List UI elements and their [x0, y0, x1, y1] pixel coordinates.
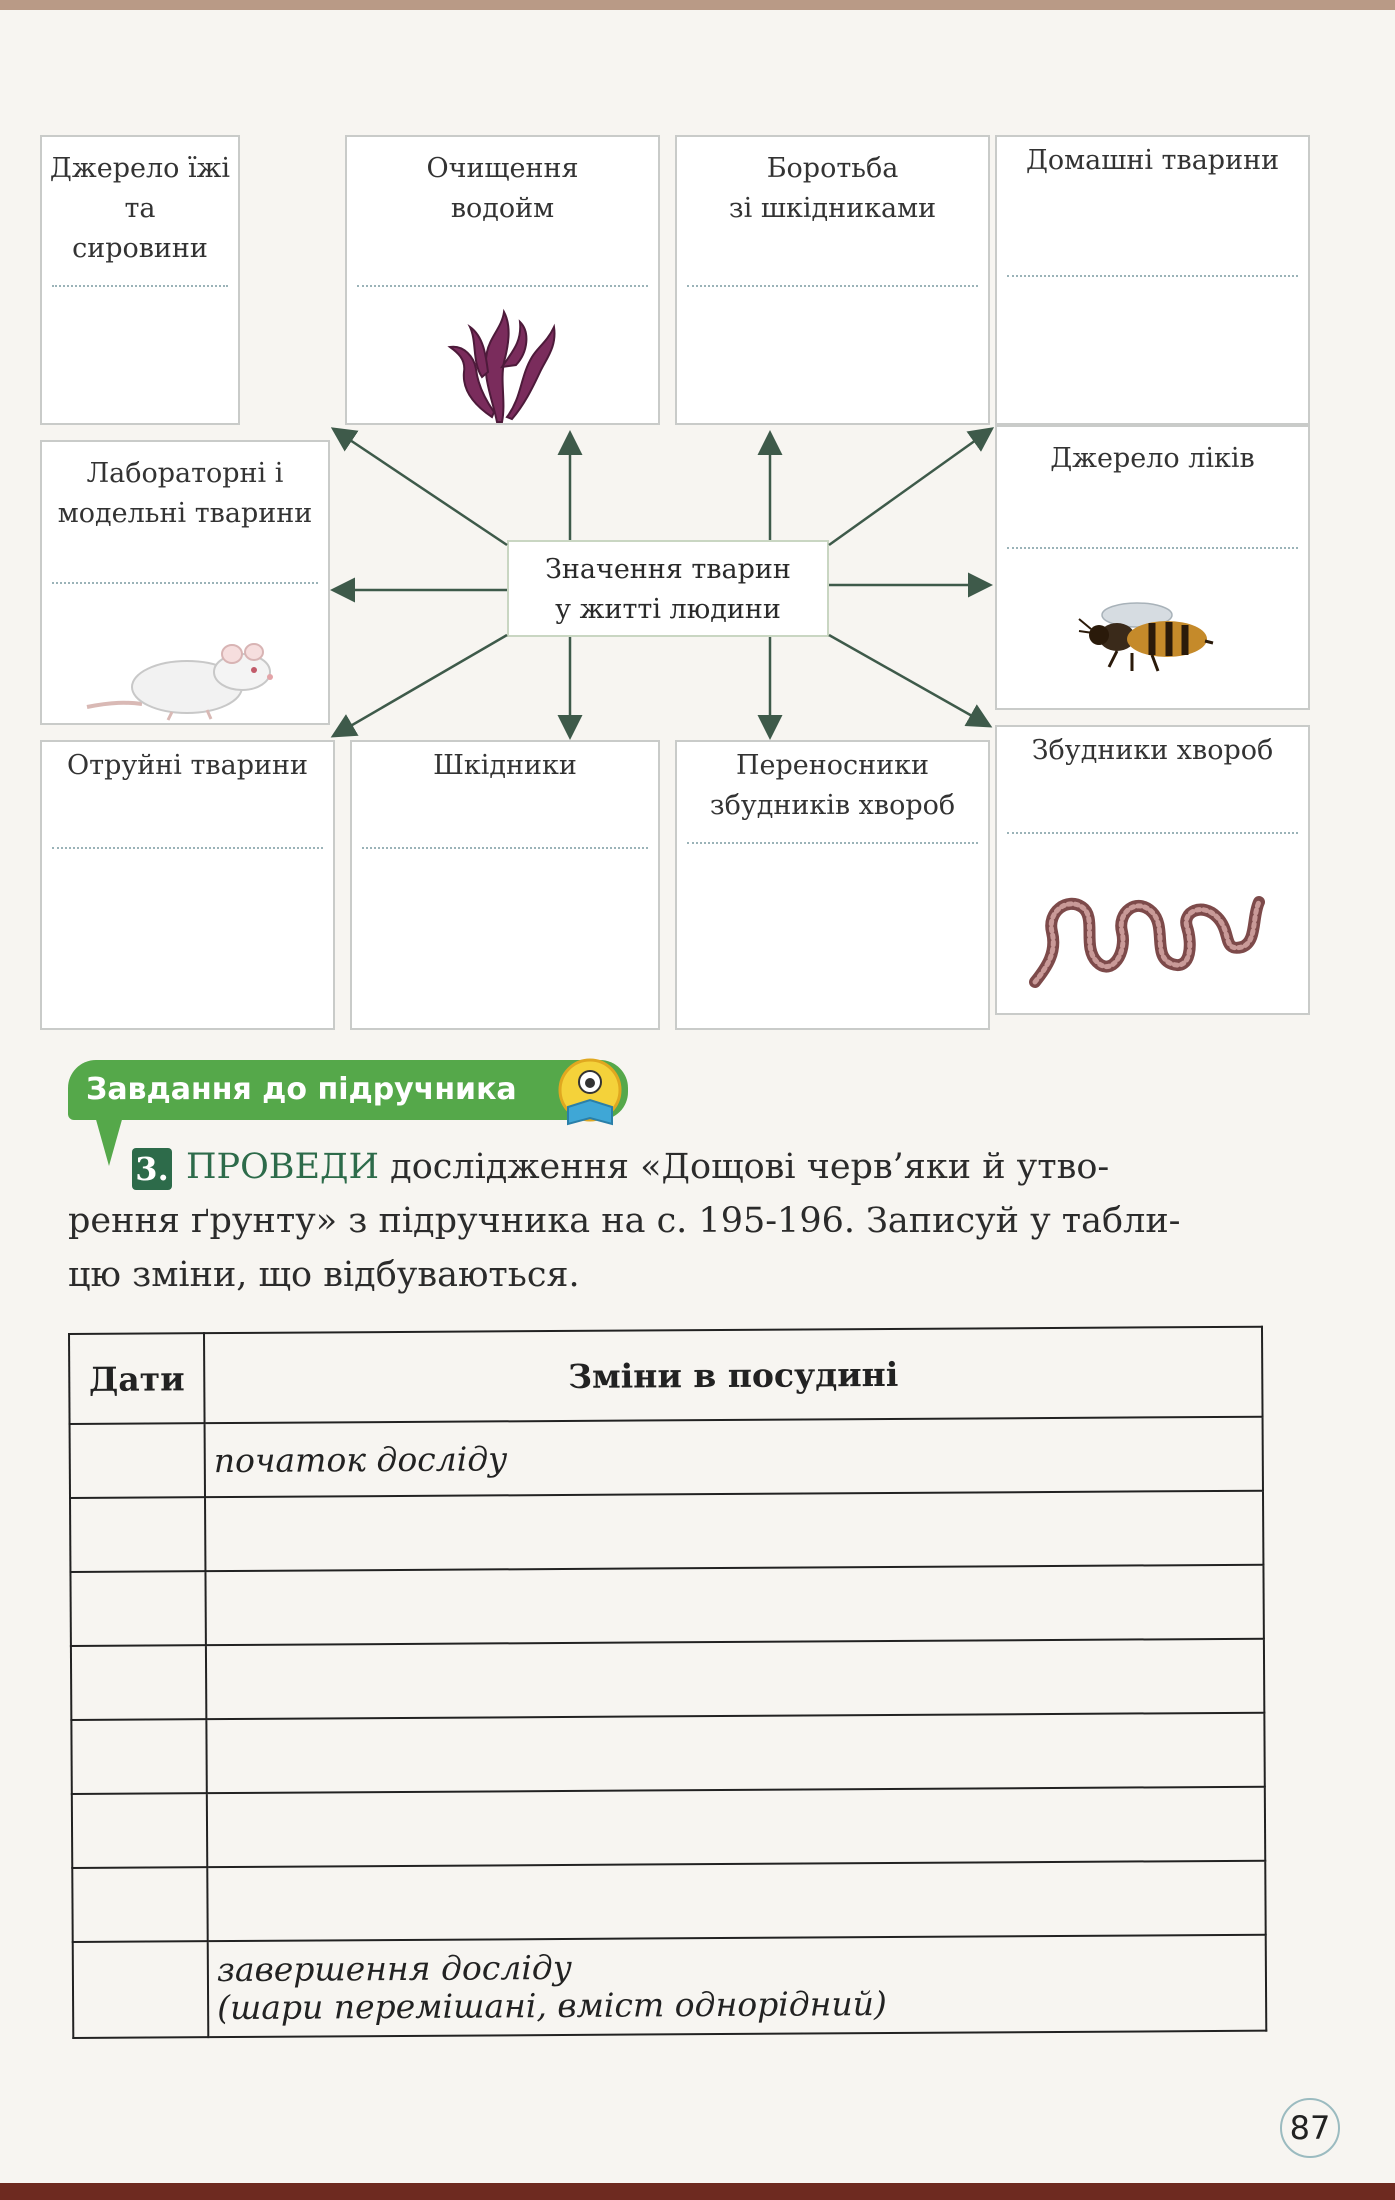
change-cell[interactable] — [206, 1713, 1264, 1793]
date-cell[interactable] — [71, 1645, 206, 1720]
worm-image — [1027, 872, 1267, 992]
scheme-box-pests — [350, 740, 660, 1030]
scheme-box-pest-control — [675, 135, 990, 425]
scheme-box-disease-carriers — [675, 740, 990, 1030]
answer-line[interactable] — [357, 285, 648, 287]
table-header-row — [69, 1327, 1263, 1424]
box-title-line: Переносники — [735, 750, 930, 781]
table-row — [72, 1787, 1265, 1868]
change-cell[interactable] — [208, 1935, 1267, 2037]
page-top-edge — [0, 0, 1395, 10]
header-dates: Дати — [69, 1333, 205, 1424]
answer-line[interactable] — [1007, 832, 1298, 834]
date-cell[interactable] — [72, 1793, 207, 1868]
answer-line[interactable] — [52, 847, 323, 849]
mouse-image — [82, 632, 292, 722]
task-verb: ПРОВЕДИ — [186, 1147, 380, 1187]
reading-mascot-icon — [550, 1052, 630, 1132]
table-row — [73, 1935, 1267, 2038]
change-cell[interactable] — [206, 1639, 1264, 1719]
center-title-line: у житті людини — [555, 594, 781, 625]
banner-label: Завдання до підручника — [86, 1072, 517, 1107]
box-title-line: Збудники хвороб — [1031, 735, 1274, 766]
box-title-line: Джерело ліків — [1050, 443, 1255, 474]
answer-line[interactable] — [52, 582, 318, 584]
task-number: 3. — [132, 1148, 172, 1190]
answer-line[interactable] — [1007, 547, 1298, 549]
table-row — [71, 1713, 1264, 1794]
page-number: 87 — [1280, 2098, 1340, 2158]
box-title-line: зі шкідниками — [728, 193, 937, 224]
scheme-box-pathogens — [995, 725, 1310, 1015]
change-cell[interactable]: початок досліду — [205, 1417, 1263, 1497]
box-title-line: Отруйні тварини — [67, 750, 308, 781]
change-cell[interactable] — [205, 1491, 1263, 1571]
change-cell[interactable] — [207, 1787, 1265, 1867]
observation-table — [68, 1326, 1267, 2039]
scheme-box-domestic-animals — [995, 135, 1310, 425]
answer-line[interactable] — [1007, 275, 1298, 277]
scheme-box-water-cleaning — [345, 135, 660, 425]
box-title-line: Очищення — [426, 153, 579, 184]
box-title-line: Джерело їжі та — [49, 153, 231, 224]
box-title-line: Домашні тварини — [1025, 145, 1280, 176]
page-bottom-edge — [0, 2183, 1395, 2200]
change-text: (шари перемішані, вміст однорідний) — [217, 1984, 887, 2028]
task-line: рення ґрунту» з підручника на с. 195-196. Записуй у табли- — [68, 1201, 1181, 1241]
algae-image — [442, 297, 562, 427]
scheme-box-medicine-source — [995, 425, 1310, 710]
box-title-line: сировини — [72, 233, 208, 264]
box-title-line: Боротьба — [766, 153, 899, 184]
scheme-box-poisonous-animals — [40, 740, 335, 1030]
date-cell[interactable] — [70, 1423, 205, 1498]
bee-image — [1077, 597, 1227, 677]
box-title-line: збудників хвороб — [709, 790, 956, 821]
answer-line[interactable] — [362, 847, 648, 849]
change-text: завершення досліду — [216, 1947, 573, 1990]
task-line: цю зміни, що відбуваються. — [68, 1255, 580, 1295]
answer-line[interactable] — [687, 285, 978, 287]
table-row — [70, 1417, 1263, 1498]
date-cell[interactable] — [70, 1497, 205, 1572]
task-3-text — [68, 1140, 1268, 1302]
scheme-box-food-source — [40, 135, 240, 425]
table-row — [70, 1491, 1263, 1572]
date-cell[interactable] — [71, 1719, 206, 1794]
header-changes: Зміни в посудині — [204, 1327, 1263, 1423]
textbook-task-banner — [68, 1060, 628, 1120]
date-cell[interactable] — [73, 1941, 209, 2038]
box-title-line: Лабораторні і — [86, 458, 284, 489]
animal-importance-scheme — [40, 135, 1310, 1030]
answer-line[interactable] — [687, 842, 978, 844]
table-row — [72, 1861, 1265, 1942]
box-title-line: модельні тварини — [57, 498, 313, 529]
table-row — [71, 1639, 1264, 1720]
center-title-line: Значення тварин — [545, 554, 791, 585]
table-row — [70, 1565, 1263, 1646]
date-cell[interactable] — [70, 1571, 205, 1646]
box-title-line: водойм — [450, 193, 555, 224]
box-title-line: Шкідники — [433, 750, 577, 781]
change-cell[interactable] — [205, 1565, 1263, 1645]
answer-line[interactable] — [52, 285, 228, 287]
change-cell[interactable] — [207, 1861, 1265, 1941]
center-box — [507, 540, 829, 637]
date-cell[interactable] — [72, 1867, 207, 1942]
task-line: дослідження «Дощові черв’яки й утво- — [390, 1147, 1110, 1187]
scheme-box-lab-animals — [40, 440, 330, 725]
